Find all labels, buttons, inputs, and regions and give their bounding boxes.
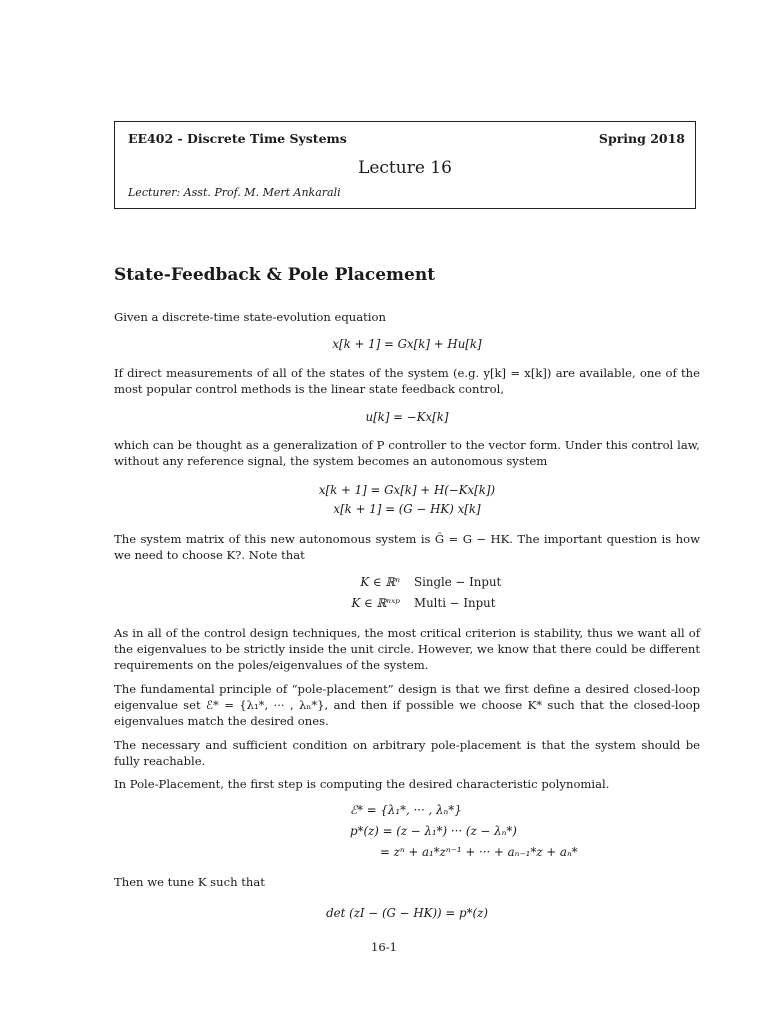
page-number: 16-1 xyxy=(370,940,398,954)
equation-pole-placement-condition: det (zI − (G − HK)) = p*(z) xyxy=(326,906,488,920)
equation-state-evolution: x[k + 1] = Gx[k] + Hu[k] xyxy=(332,337,482,351)
paragraph-1: Given a discrete-time state-evolution equation xyxy=(114,310,386,324)
gain-dim-multi-label: Multi − Input xyxy=(414,596,496,610)
paragraph-6: The fundamental principle of “pole-placement” design is that we first define a desired closed-loop eigenvalue set ℰ* = {λ₁*, ··· , λₙ*}, and then if possible we choose K* such that the closed-loop eigenvalues match the desired ones. xyxy=(114,682,700,728)
lecture-header-box xyxy=(114,121,696,209)
gain-dim-multi: K ∈ ℝⁿˣᵖ xyxy=(351,596,400,610)
equation-closed-loop-1: x[k + 1] = Gx[k] + H(−Kx[k]) xyxy=(318,483,496,497)
gain-dim-single: K ∈ ℝⁿ xyxy=(360,575,400,589)
lecturer-name: Lecturer: Asst. Prof. M. Mert Ankarali xyxy=(128,186,341,199)
desired-polynomial-expanded: = zⁿ + a₁*zⁿ⁻¹ + ··· + aₙ₋₁*z + aₙ* xyxy=(380,845,578,859)
desired-eigenvalue-set: ℰ* = {λ₁*, ··· , λₙ*} xyxy=(350,803,462,817)
equation-desired-polynomial xyxy=(280,800,578,863)
paragraph-8: In Pole-Placement, the first step is computing the desired characteristic polynomial. xyxy=(114,777,610,791)
equation-closed-loop-2: x[k + 1] = (G − HK) x[k] xyxy=(333,502,481,516)
paragraph-2: If direct measurements of all of the states of the system (e.g. y[k] = x[k]) are available, one of the most popular control methods is the linear state feedback control, xyxy=(114,366,700,396)
gain-dim-single-label: Single − Input xyxy=(414,575,502,589)
term: Spring 2018 xyxy=(598,131,685,146)
paragraph-4: The system matrix of this new autonomous system is Ĝ = G − HK. The important question is how we need to choose K?. Note that xyxy=(114,532,700,562)
paragraph-7: The necessary and sufficient condition on arbitrary pole-placement is that the system should be fully reachable. xyxy=(114,738,700,768)
equation-gain-dimensions xyxy=(330,572,501,614)
equation-control-law: u[k] = −Kx[k] xyxy=(365,410,449,424)
course-title: EE402 - Discrete Time Systems xyxy=(128,131,347,146)
desired-polynomial-factored: p*(z) = (z − λ₁*) ··· (z − λₙ*) xyxy=(350,824,517,838)
section-title: State-Feedback & Pole Placement xyxy=(114,265,436,285)
paragraph-3: which can be thought as a generalization of P controller to the vector form. Under this control law, without any reference signal, the system becomes an autonomous system xyxy=(114,438,700,468)
paragraph-9: Then we tune K such that xyxy=(114,875,265,889)
lecture-number: Lecture 16 xyxy=(358,158,452,178)
paragraph-5: As in all of the control design techniques, the most critical criterion is stability, thus we want all of the eigenvalues to be strictly inside the unit circle. However, we know that there could be different requirements on the poles/eigenvalues of the system. xyxy=(114,626,700,672)
